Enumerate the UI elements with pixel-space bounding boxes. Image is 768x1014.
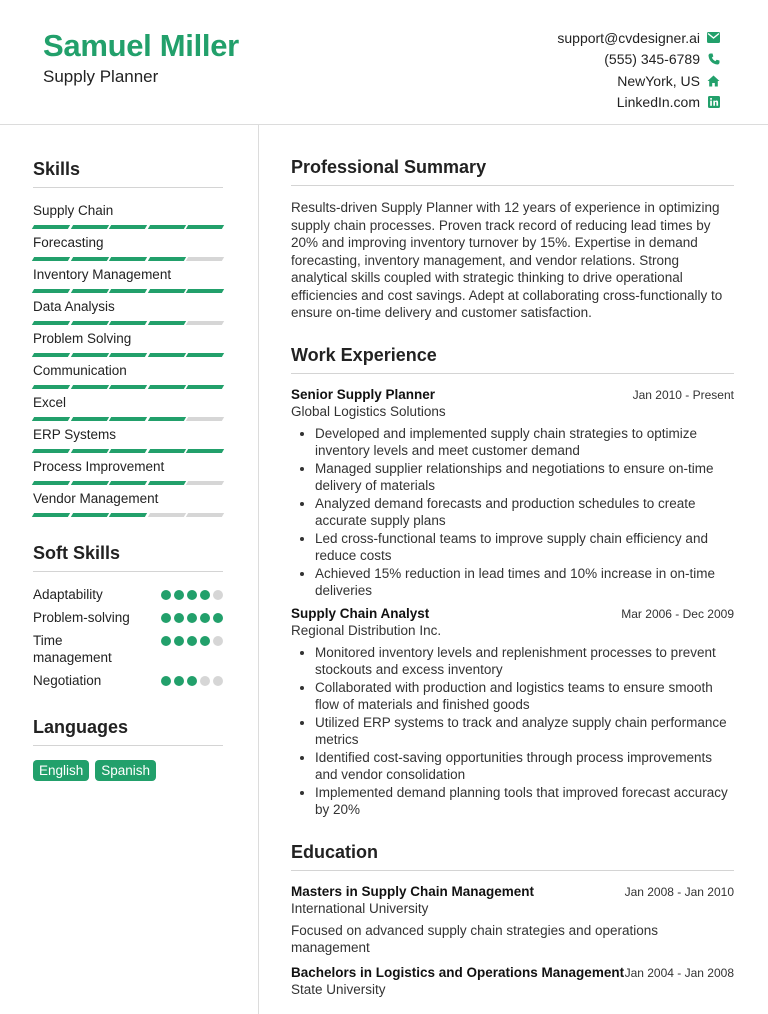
contact-phone[interactable] — [557, 49, 720, 71]
degree-title: Bachelors in Logistics and Operations Management — [291, 964, 625, 980]
skill-level-bar — [33, 449, 223, 453]
skill-item — [33, 426, 223, 453]
rating-dot — [213, 676, 223, 686]
job-entry — [291, 387, 734, 600]
bullet-item: • Collaborated with production and logistics teams to ensure smooth flow of materials and finished goods — [315, 679, 734, 714]
skills-heading: Skills — [33, 159, 223, 188]
job-title: Senior Supply Planner — [291, 386, 436, 402]
soft-skill-item — [33, 672, 223, 689]
skill-level-segment — [186, 289, 224, 293]
skill-level-bar — [33, 353, 223, 357]
soft-skill-item — [33, 609, 223, 626]
skill-level-segment — [186, 257, 224, 261]
rating-dot — [161, 613, 171, 623]
email-text: support@cvdesigner.ai — [557, 29, 700, 46]
languages-heading: Languages — [33, 717, 223, 746]
skill-level-bar — [33, 417, 223, 421]
skill-name: Data Analysis — [33, 299, 115, 314]
rating-dot — [213, 590, 223, 600]
skill-name: Excel — [33, 395, 67, 410]
skill-level-segment — [148, 289, 186, 293]
skill-name: Process Improvement — [33, 459, 165, 474]
bullet-item: • Utilized ERP systems to track and analyze supply chain performance metrics — [315, 714, 734, 749]
soft-skill-item — [33, 586, 223, 603]
skill-level-segment — [109, 289, 147, 293]
job-date: Jan 2010 - Present — [632, 387, 734, 402]
rating-dot — [187, 613, 197, 623]
skill-level-segment — [186, 481, 224, 485]
education-date: Jan 2008 - Jan 2010 — [624, 884, 734, 899]
education-entry — [291, 965, 734, 997]
skill-item — [33, 266, 223, 293]
skill-item — [33, 202, 223, 229]
contact-location — [557, 70, 720, 92]
skill-level-bar — [33, 225, 223, 229]
skill-level-segment — [32, 481, 70, 485]
skill-level-bar — [33, 481, 223, 485]
skill-level-segment — [109, 353, 147, 357]
skill-level-segment — [186, 417, 224, 421]
degree-title: Masters in Supply Chain Management — [291, 883, 535, 899]
skill-level-segment — [32, 353, 70, 357]
phone-text: (555) 345-6789 — [604, 51, 700, 68]
rating-dot — [200, 613, 210, 623]
skill-item — [33, 458, 223, 485]
rating-dot — [174, 613, 184, 623]
skill-level-segment — [148, 257, 186, 261]
skill-level-segment — [109, 385, 147, 389]
language-badge: English — [33, 760, 89, 781]
rating-dot — [213, 613, 223, 623]
rating-dot — [161, 676, 171, 686]
skill-item — [33, 490, 223, 517]
skill-level-segment — [148, 417, 186, 421]
linkedin-icon — [707, 96, 720, 109]
soft-skill-name: Time management — [33, 633, 112, 665]
skill-level-segment — [32, 449, 70, 453]
summary-text: Results-driven Supply Planner with 12 years of experience in optimizing supply chain processes. Proven track record of reducing lead times by 20% and improving inventory turnover by 15%. Expertise in demand forecasting, inventory management, and vendor relations. Strong analytical skills coupled with strategic thinking to drive operational efficiencies and cost savings. Adept at collaborating cross-functionally to ensure on-time delivery and customer satisfaction. — [291, 200, 723, 320]
skill-level-segment — [70, 481, 108, 485]
skill-item — [33, 298, 223, 325]
bullet-item: • Developed and implemented supply chain strategies to optimize inventory levels and meet customer demand — [315, 425, 734, 460]
company-name: Regional Distribution Inc. — [291, 622, 442, 638]
skill-level-segment — [148, 449, 186, 453]
skill-level-segment — [70, 289, 108, 293]
soft-skill-rating — [161, 676, 223, 686]
candidate-role: Supply Planner — [43, 67, 159, 86]
skill-item — [33, 394, 223, 421]
job-bullets — [291, 425, 734, 600]
linkedin-text: LinkedIn.com — [616, 94, 700, 111]
skill-level-segment — [186, 449, 224, 453]
bullet-item: • Implemented demand planning tools that improved forecast accuracy by 20% — [315, 784, 734, 819]
skill-name: Vendor Management — [33, 491, 159, 506]
school-name: International University — [291, 900, 429, 916]
bullet-item: • Managed supplier relationships and negotiations to ensure on-time delivery of materials — [315, 460, 734, 495]
skill-level-bar — [33, 385, 223, 389]
skill-level-segment — [32, 417, 70, 421]
skill-level-segment — [109, 321, 147, 325]
rating-dot — [161, 590, 171, 600]
soft-skill-item — [33, 632, 223, 666]
education-description: Focused on advanced supply chain strategies and operations management — [291, 922, 658, 955]
skill-level-segment — [70, 353, 108, 357]
company-name: Global Logistics Solutions — [291, 403, 446, 419]
bullet-item: • Analyzed demand forecasts and production schedules to create accurate supply plans — [315, 495, 734, 530]
rating-dot — [161, 636, 171, 646]
skill-item — [33, 362, 223, 389]
skill-level-segment — [109, 257, 147, 261]
skill-level-bar — [33, 257, 223, 261]
skills-list — [33, 202, 223, 517]
education-entry — [291, 884, 734, 957]
skill-level-segment — [109, 481, 147, 485]
skill-level-segment — [148, 481, 186, 485]
skill-level-segment — [186, 385, 224, 389]
skill-level-segment — [70, 513, 108, 517]
bullet-item: • Achieved 15% reduction in lead times and 10% increase in on-time deliveries — [315, 565, 734, 600]
column-divider — [258, 124, 259, 1014]
skill-item — [33, 330, 223, 357]
job-entry — [291, 606, 734, 819]
skill-level-segment — [32, 225, 70, 229]
skill-level-segment — [186, 225, 224, 229]
soft-skills-list — [33, 586, 223, 689]
skill-level-segment — [32, 513, 70, 517]
skill-level-segment — [186, 513, 224, 517]
skill-level-segment — [186, 321, 224, 325]
skill-level-segment — [70, 257, 108, 261]
rating-dot — [174, 636, 184, 646]
rating-dot — [187, 590, 197, 600]
phone-icon — [707, 53, 720, 66]
home-icon — [707, 74, 720, 87]
skill-level-segment — [186, 353, 224, 357]
skill-name: Problem Solving — [33, 331, 132, 346]
rating-dot — [174, 590, 184, 600]
soft-skill-rating — [161, 590, 223, 600]
skill-level-segment — [109, 225, 147, 229]
soft-skill-rating — [161, 613, 223, 623]
soft-skills-heading: Soft Skills — [33, 543, 223, 572]
contact-linkedin[interactable] — [557, 92, 720, 114]
skill-item — [33, 234, 223, 261]
school-name: State University — [291, 981, 386, 997]
skill-level-segment — [70, 417, 108, 421]
rating-dot — [200, 676, 210, 686]
skill-level-segment — [148, 225, 186, 229]
skill-level-segment — [32, 321, 70, 325]
rating-dot — [187, 636, 197, 646]
skill-name: Supply Chain — [33, 203, 114, 218]
skill-level-segment — [148, 321, 186, 325]
rating-dot — [174, 676, 184, 686]
soft-skill-name: Problem-solving — [33, 610, 130, 625]
skill-name: Communication — [33, 363, 127, 378]
candidate-name: Samuel Miller — [43, 28, 239, 63]
skill-level-segment — [109, 417, 147, 421]
summary-heading: Professional Summary — [291, 157, 734, 186]
rating-dot — [213, 636, 223, 646]
skill-level-segment — [70, 321, 108, 325]
skill-level-segment — [70, 225, 108, 229]
bullet-item: • Led cross-functional teams to improve supply chain efficiency and reduce costs — [315, 530, 734, 565]
job-bullets — [291, 644, 734, 819]
skill-level-segment — [32, 289, 70, 293]
left-column — [33, 124, 223, 781]
languages-list — [33, 760, 223, 781]
skill-level-segment — [32, 257, 70, 261]
rating-dot — [187, 676, 197, 686]
skill-level-bar — [33, 513, 223, 517]
rating-dot — [200, 636, 210, 646]
rating-dot — [200, 590, 210, 600]
education-heading: Education — [291, 842, 734, 871]
envelope-icon — [707, 31, 720, 44]
soft-skill-name: Adaptability — [33, 587, 103, 602]
work-heading: Work Experience — [291, 345, 734, 374]
bullet-item: • Identified cost-saving opportunities through process improvements and vendor consolidation — [315, 749, 734, 784]
skill-level-segment — [148, 353, 186, 357]
language-badge: Spanish — [95, 760, 156, 781]
skill-level-bar — [33, 289, 223, 293]
location-text: NewYork, US — [617, 72, 700, 89]
skill-level-segment — [70, 449, 108, 453]
contact-email[interactable] — [557, 27, 720, 49]
right-column — [291, 124, 734, 997]
education-date: Jan 2004 - Jan 2008 — [624, 965, 734, 980]
skill-name: ERP Systems — [33, 427, 117, 442]
soft-skill-name: Negotiation — [33, 673, 102, 688]
contact-info — [557, 27, 720, 113]
soft-skill-rating — [161, 636, 223, 646]
job-date: Mar 2006 - Dec 2009 — [621, 606, 734, 621]
skill-level-segment — [70, 385, 108, 389]
skill-name: Inventory Management — [33, 267, 172, 282]
skill-level-segment — [148, 385, 186, 389]
bullet-item: • Monitored inventory levels and replenishment processes to prevent stockouts and excess inventory — [315, 644, 734, 679]
skill-level-bar — [33, 321, 223, 325]
resume-header — [0, 0, 768, 125]
skill-level-segment — [32, 385, 70, 389]
skill-level-segment — [109, 513, 147, 517]
skill-level-segment — [148, 513, 186, 517]
skill-name: Forecasting — [33, 235, 104, 250]
skill-level-segment — [109, 449, 147, 453]
job-title: Supply Chain Analyst — [291, 605, 430, 621]
